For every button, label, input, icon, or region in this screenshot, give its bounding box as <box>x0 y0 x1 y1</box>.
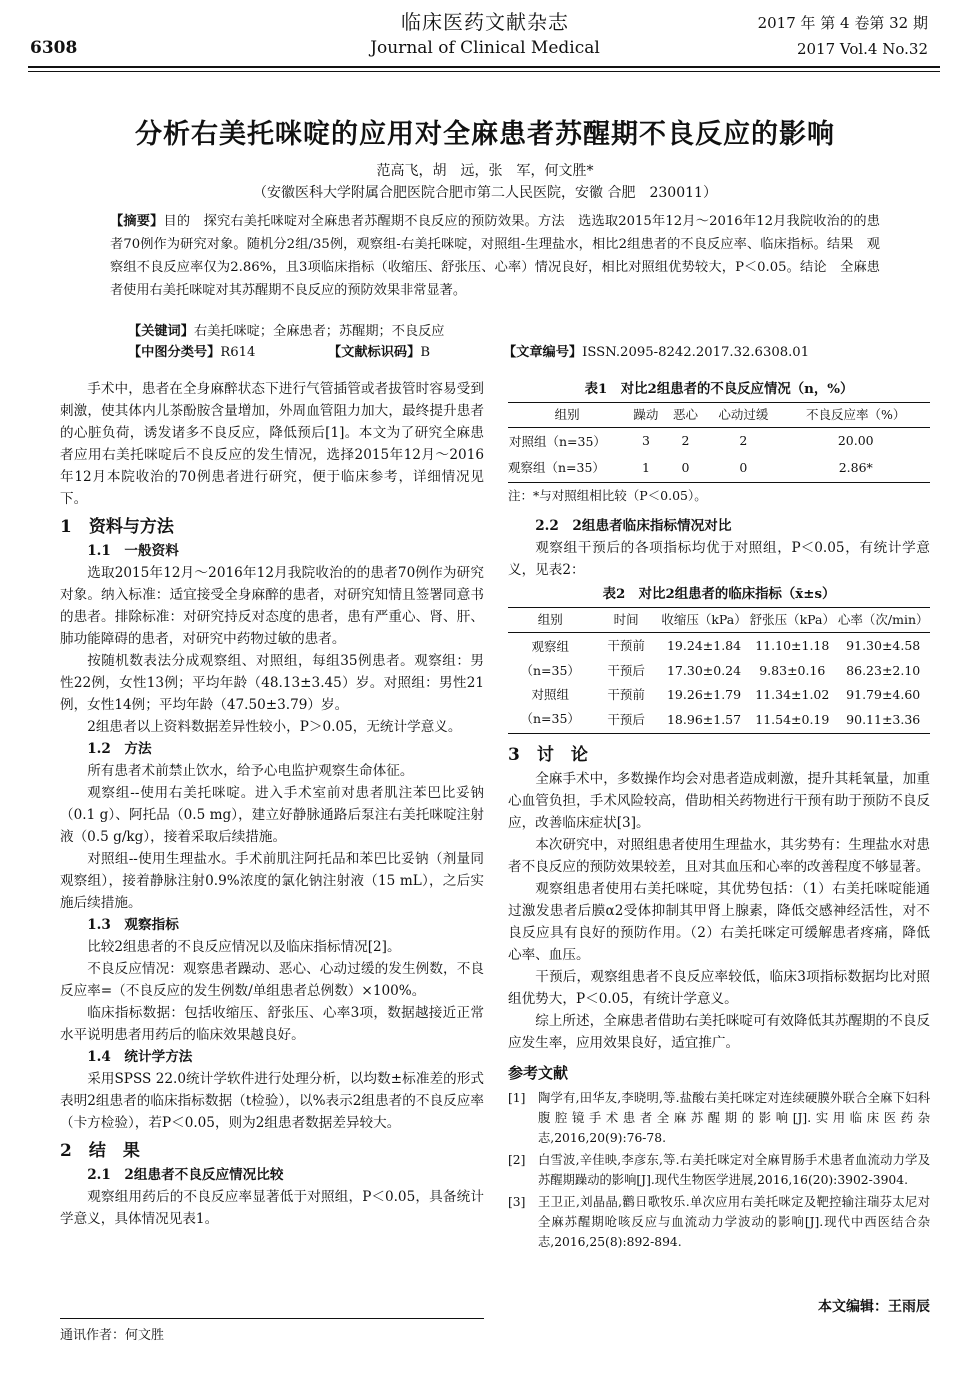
table1 <box>508 402 930 483</box>
affiliation: （安徽医科大学附属合肥医院合肥市第二人民医院，安徽 合肥 230011） <box>253 185 717 201</box>
keywords <box>128 320 898 339</box>
table1-note: 注：*与对照组相比较（P＜0.05）。 <box>508 488 707 503</box>
left-column <box>60 378 484 1230</box>
paragraph: 比较2组患者的不良反应情况以及临床指标情况[2]。 <box>87 939 401 955</box>
table2-cell: 观察组 <box>531 639 569 654</box>
abstract-label: 【摘要】 <box>110 214 164 229</box>
abstract <box>110 210 880 302</box>
references-heading: 参考文献 <box>508 1064 569 1082</box>
clc-label: 【中图分类号】 <box>128 345 221 360</box>
reference-text: 王卫正,刘晶晶,鹳日歌牧乐.单次应用右美托咪定及靶控输注瑞芬太尼对全麻苏醒期呛咳反应与血流动力学波动的影响[J].现代中西医结合杂志,2016,25(8):892-894. <box>538 1195 930 1249</box>
table1-cell: 1 <box>641 460 650 475</box>
section-1-3-heading: 1.3 观察指标 <box>87 917 179 933</box>
section-2-1-heading: 2.1 2组患者不良反应情况比较 <box>87 1167 284 1183</box>
table2-cell: 11.34±1.02 <box>755 687 830 702</box>
paragraph: 综上所述，全麻患者借助右美托咪啶可有效降低其苏醒期的不良反应发生率，应用效果良好，适宜推广。 <box>508 1013 930 1051</box>
article-no-label: 【文章编号】 <box>503 345 583 360</box>
keywords-label: 【关键词】 <box>128 324 194 339</box>
table1-cell: 0 <box>739 460 748 475</box>
table1-cell: 对照组（n=35） <box>509 434 606 449</box>
table2 <box>508 607 930 734</box>
table-row <box>508 428 930 455</box>
right-column <box>508 378 930 1252</box>
table1-header: 不良反应率（%） <box>806 407 906 422</box>
table-row <box>508 454 930 483</box>
section-2-heading: 2 结 果 <box>60 1141 140 1161</box>
table2-cell: 9.83±0.16 <box>759 663 826 678</box>
keywords-text: 右美托咪啶；全麻患者；苏醒期；不良反应 <box>193 324 445 339</box>
table2-header: 时间 <box>613 612 639 627</box>
header-rule <box>28 66 940 72</box>
paragraph: 选取2015年12月～2016年12月我院收治的的患者70例作为研究对象。纳入标准：适宜接受全身麻醉的患者，对研究知情且签署同意书的患者。排除标准：对研究持反对态度的患者，患有严重心、肾、肝、肺功能障碍的患者，对研究中药物过敏的患者。 <box>60 565 484 647</box>
paragraph: 观察组干预后的各项指标均优于对照组，P＜0.05，有统计学意义，见表2： <box>508 540 930 578</box>
table1-cell: 2.86* <box>838 460 873 475</box>
table1-caption: 表1 对比2组患者的不良反应情况（n，%） <box>584 381 854 397</box>
table2-cell: 11.54±0.19 <box>755 712 830 727</box>
clc-value: R614 <box>220 345 256 360</box>
reference-item <box>508 1150 930 1190</box>
table-row <box>508 633 930 660</box>
journal-title-cn: 临床医药文献杂志 <box>401 10 569 34</box>
journal-title-en: Journal of Clinical Medical <box>370 38 600 58</box>
paragraph: 所有患者术前禁止饮水，给予心电监护观察生命体征。 <box>87 763 414 779</box>
table-row <box>508 683 930 707</box>
table2-cell: 干预前 <box>607 638 645 653</box>
table2-cell: 19.24±1.84 <box>666 638 742 653</box>
table-row <box>508 707 930 734</box>
table1-cell: 2 <box>681 433 690 448</box>
table-row <box>508 659 930 683</box>
paragraph: 本次研究中，对照组患者使用生理盐水，其劣势有：生理盐水对患者不良反应的预防效果较差，且对其血压和心率的改善程度不够显著。 <box>508 837 930 875</box>
reference-item <box>508 1192 930 1252</box>
table2-header: 心率（次/min） <box>837 612 929 627</box>
table2-cell: 干预后 <box>607 712 645 727</box>
table1-cell: 观察组（n=35） <box>508 460 605 475</box>
doc-code-value: B <box>420 345 431 360</box>
section-1-heading: 1 资料与方法 <box>60 517 174 537</box>
table2-cell: 17.30±0.24 <box>666 663 742 678</box>
table2-cell: 干预后 <box>607 663 645 678</box>
reference-item <box>508 1088 930 1148</box>
table2-cell: 干预前 <box>607 687 645 702</box>
paragraph: 2组患者以上资料数据差异性较小，P＞0.05，无统计学意义。 <box>87 719 462 735</box>
table2-cell: 86.23±2.10 <box>846 663 921 678</box>
paragraph: 观察组用药后的不良反应率显著低于对照组，P＜0.05，具备统计学意义，具体情况见表1。 <box>60 1189 484 1227</box>
table2-cell: 11.10±1.18 <box>755 638 830 653</box>
paragraph: 临床指标数据：包括收缩压、舒张压、心率3项，数据越接近正常水平说明患者用药后的临床效果越良好。 <box>60 1005 484 1043</box>
section-1-4-heading: 1.4 统计学方法 <box>87 1049 193 1065</box>
corresponding-author: 通讯作者：何文胜 <box>60 1328 165 1343</box>
classification-line <box>128 341 898 360</box>
table1-cell: 2 <box>739 433 748 448</box>
section-2-2-heading: 2.2 2组患者临床指标情况对比 <box>535 518 732 534</box>
table2-cell: 91.30±4.58 <box>846 638 921 653</box>
paragraph: 干预后，观察组患者不良反应率较低，临床3项指标数据均比对照组优势大，P＜0.05，有统计学意义。 <box>508 969 930 1007</box>
doc-code-label: 【文献标识码】 <box>328 345 421 360</box>
table2-cell: 91.79±4.60 <box>846 687 921 702</box>
table1-cell: 3 <box>641 433 650 448</box>
table2-header: 组别 <box>537 612 563 627</box>
page-number: 6308 <box>30 38 78 58</box>
intro-paragraph: 手术中，患者在全身麻醉状态下进行气管插管或者拔管时容易受到刺激，使其体内儿茶酚胺含量增加，外周血管阻力加大，最终提升患者的心脏负荷，诱发诸多不良反应，降低预后[1]。本文为了研究全麻患者应用右美托咪啶后不良反应的发生情况，选择2015年12月～2016年12月本院收治的70例患者进行研究，便于临床参考，详细情况见下。 <box>60 381 484 507</box>
table1-cell: 0 <box>681 460 690 475</box>
paragraph: 全麻手术中，多数操作均会对患者造成刺激，提升其耗氧量，加重心血管负担，手术风险较高，借助相关药物进行干预有助于预防不良反应，改善临床症状[3]。 <box>508 771 930 831</box>
paragraph: 观察组患者使用右美托咪啶，其优势包括：（1）右美托咪啶能通过激发患者后膜α2受体抑制其甲肾上腺素，降低交感神经活性，对不良反应具有良好的预防作用。（2）右美托咪定可缓解患者疼痛，降低心率、血压。 <box>508 881 930 963</box>
section-1-2-heading: 1.2 方法 <box>87 741 152 757</box>
table2-cell: 对照组 <box>531 687 569 702</box>
reference-text: 白雪波,辛佳映,李彦东,等.右美托咪定对全麻胃肠手术患者血流动力学及苏醒期躁动的影响[J].现代生物医学进展,2016,16(20):3902-3904. <box>538 1153 930 1187</box>
authors: 范高飞，胡 远，张 军，何文胜* <box>376 163 594 179</box>
table2-cell: 90.11±3.36 <box>846 712 921 727</box>
editor-credit: 本文编辑：王雨辰 <box>818 1299 930 1315</box>
table2-caption: 表2 对比2组患者的临床指标（x̄±s） <box>602 586 836 602</box>
article-no-value: ISSN.2095-8242.2017.32.6308.01 <box>582 345 810 360</box>
reference-text: 陶学有,田华友,李晓明,等.盐酸右美托咪定对连续硬膜外联合全麻下妇科腹腔镜手术患者全麻苏醒期的影响[J].实用临床医药杂志,2016,20(9):76-78. <box>538 1091 930 1145</box>
paragraph: 对照组--使用生理盐水。手术前肌注阿托品和苯巴比妥钠（剂量同观察组），接着静脉注射0.9%浓度的氯化钠注射液（15 mL），之后实施后续措施。 <box>60 851 484 911</box>
reference-number: [3] <box>508 1195 526 1209</box>
abstract-text: 目的 探究右美托咪啶对全麻患者苏醒期不良反应的预防效果。方法 选选取2015年12月～2016年12月我院收治的的患者70例作为研究对象。随机分2组/35例，观察组-右美托咪啶，对照组-生理盐水，相比2组患者的不良反应率、临床指标。结果 观察组不良反应率仅为2.86%，且3项临床指标（收缩压、舒张压、心率）情况良好，相比对照组优势较大，P＜0.05。结论 全麻患者使用右美托咪啶对其苏醒期不良反应的预防效果非常显著。 <box>110 214 880 298</box>
table2-cell: 18.96±1.57 <box>666 712 742 727</box>
table1-cell: 20.00 <box>837 433 874 448</box>
section-1-1-heading: 1.1 一般资料 <box>87 543 179 559</box>
table1-header: 恶心 <box>672 407 698 422</box>
paragraph: 不良反应情况：观察患者躁动、恶心、心动过缓的发生例数，不良反应率=（不良反应的发生例数/单组患者总例数）×100%。 <box>60 961 484 999</box>
paragraph: 按随机数表法分成观察组、对照组，每组35例患者。观察组：男性22例，女性13例；平均年龄（48.13±3.45）岁。对照组：男性21例，女性14例；平均年龄（47.50±3.79）岁。 <box>60 653 484 713</box>
reference-number: [1] <box>508 1091 526 1105</box>
table2-cell: （n=35） <box>520 711 580 726</box>
issue-info-en: 2017 Vol.4 No.32 <box>796 40 928 58</box>
issue-info-cn: 2017 年 第 4 卷第 32 期 <box>757 14 928 32</box>
reference-number: [2] <box>508 1153 526 1167</box>
table2-cell: 19.26±1.79 <box>666 687 742 702</box>
table2-header: 舒张压（kPa） <box>749 612 835 627</box>
table2-header: 收缩压（kPa） <box>661 612 747 627</box>
table1-header: 组别 <box>554 407 580 422</box>
section-3-heading: 3 讨 论 <box>508 745 588 765</box>
table2-cell: （n=35） <box>520 663 580 678</box>
footnote-rule <box>60 1318 484 1319</box>
table1-header: 躁动 <box>633 407 659 422</box>
table1-header: 心动过缓 <box>718 407 769 422</box>
paragraph: 采用SPSS 22.0统计学软件进行处理分析，以均数±标准差的形式表明2组患者的临床指标数据（t检验），以%表示2组患者的不良反应率（卡方检验），若P＜0.05，则为2组患者数据差异较大。 <box>60 1071 484 1131</box>
paragraph: 观察组--使用右美托咪啶。进入手术室前对患者肌注苯巴比妥钠（0.1 g）、阿托品（0.5 mg），建立好静脉通路后泵注右美托咪啶注射液（0.5 g/kg），接着采取后续措施。 <box>60 785 484 845</box>
article-title: 分析右美托咪啶的应用对全麻患者苏醒期不良反应的影响 <box>135 119 835 150</box>
